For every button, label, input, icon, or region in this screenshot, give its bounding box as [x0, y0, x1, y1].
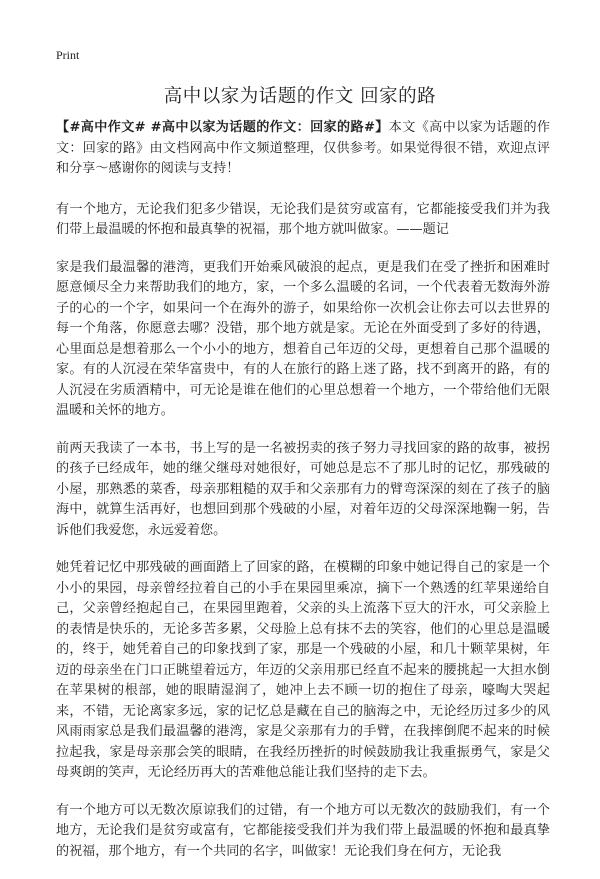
page-title: 高中以家为话题的作文 回家的路 — [163, 86, 437, 107]
paragraph-journey-home: 她凭着记忆中那残破的画面踏上了回家的路，在模糊的印象中她记得自己的家是一个小小的果园，母亲曾经拉着自己的小手在果园里乘凉，摘下一个熟透的红苹果递给自己，父亲曾经抱起自己，在果园里跑着，父亲的头上流落下豆大的汗水，可父亲脸上的表情是快乐的，无论多苦多累，父母脸上总有抹不去的笑容，他们的心里总是温暖的，终于，她凭着自己的印象找到了家，那是一个残破的小屋，和几十颗苹果树，年迈的母亲坐在门口正眺望着远方，年迈的父亲用那已经直不起来的腰挑起一大担水倒在苹果树的根部，她的眼睛湿润了，她冲上去不顾一切的抱住了母亲，嚎啕大哭起来，不错，无论离家多远，家的记忆总是藏在自己的脑海之中，无论经历过多少的风风雨雨家总是我们最温馨的港湾，家是父亲那有力的手臂，在我摔倒爬不起来的时候拉起我，家是母亲那会笑的眼睛，在我经历挫折的时候鼓励我让我重振勇气，家是父母爽朗的笑声，无论经历再大的苦难他总能让我们坚持的走下去。 — [56, 560, 550, 780]
paragraph-book-story: 前两天我读了一本书，书上写的是一名被拐卖的孩子努力寻找回家的路的故事，被拐的孩子已经成年，她的继父继母对她很好，可她总是忘不了那儿时的记忆，那残破的小屋，那熟悉的菜香，母亲那粗糙的双手和父亲那有力的臂弯深深的刻在了孩子的脑海中，就算生活再好，也想回到那个残破的小屋，对着年迈的父母深深地鞠一躬，告诉他们我爱您，永远爱着您。 — [56, 440, 550, 538]
intro-text: 本文《高中以家为话题的作文：回家的路》由文档网高中作文频道整理，仅供参考。如果觉得很不错，欢迎点评和分享～感谢你的阅读与支持！ — [56, 120, 551, 176]
article-body — [56, 118, 550, 879]
paragraph-epigraph: 有一个地方，无论我们犯多少错误，无论我们是贫穷或富有，它都能接受我们并为我们带上最温暖的怀抱和最真挚的祝福，那个地方就叫做家。——题记 — [56, 201, 550, 237]
paragraph-home-harbor: 家是我们最温馨的港湾，更我们开始乘风破浪的起点，更是我们在受了挫折和困难时愿意倾尽全力来帮助我们的地方，家，一个多么温暖的名词，一个代表着无数海外游子的心的一个字，如果问一个在海外的游子，如果给你一次机会让你去可以去世界的每一个角落，你愿意去哪？没错，那个地方就是家。无论在外面受到了多好的待遇，心里面总是想着那么一个小小的地方，想着自己年迈的父母，更想着自己那个温暖的家。有的人沉浸在荣华富贵中，有的人在旅行的路上迷了路，找不到离开的路，有的人沉浸在劣质酒精中，可无论是谁在他们的心里总想着一个地方，一个带给他们无限温暖和关怀的地方。 — [56, 259, 550, 418]
paragraph-conclusion: 有一个地方可以无数次原谅我们的过错，有一个地方可以无数次的鼓励我们，有一个地方，无论我们是贫穷或富有，它都能接受我们并为我们带上最温暖的怀抱和最真挚的祝福，那个地方，有一个共同的名字，叫做家！无论我们身在何方，无论我 — [56, 802, 550, 859]
intro-paragraph — [56, 118, 550, 180]
article-tags: 【#高中作文# #高中以家为话题的作文：回家的路#】 — [56, 120, 389, 135]
print-link[interactable]: Print — [56, 48, 80, 62]
